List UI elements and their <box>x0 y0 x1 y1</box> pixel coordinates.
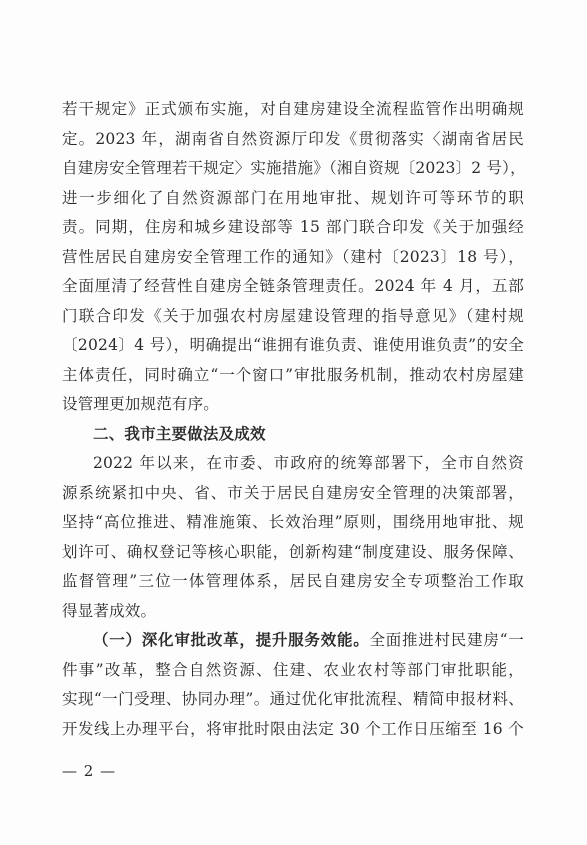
paragraph-line: 2022 年以来，在市委、市政府的统筹部署下，全市自然资 <box>93 454 524 472</box>
paragraph-line: 得显著成效。 <box>62 601 157 620</box>
paragraph-line: 营性居民自建房安全管理工作的通知》（建村〔2023〕18 号）， <box>62 247 524 266</box>
subsection-heading: （一）深化审批改革，提升服务效能。 <box>93 631 370 649</box>
paragraph-line: 监督管理”三位一体管理体系，居民自建房安全专项整治工作取 <box>62 572 524 590</box>
page-body <box>62 95 524 744</box>
paragraph-line <box>62 626 524 656</box>
paragraph-line: 全面厘清了经营性自建房全链条管理责任。2024 年 4 月，五部 <box>62 277 524 295</box>
paragraph-line: 进一步细化了自然资源部门在用地审批、规划许可等环节的职 <box>62 188 524 207</box>
paragraph-line: 坚持“高位推进、精准施策、长效治理”原则，围绕用地审批、规 <box>62 513 524 531</box>
page-number: — 2 — <box>62 762 117 780</box>
paragraph-text: 全面推进村民建房“一 <box>369 631 524 649</box>
paragraph-line: 主体责任，同时确立“一个窗口”审批服务机制，推动农村房屋建 <box>62 365 524 384</box>
paragraph-line: 〔2024〕4 号），明确提出“谁拥有谁负责、谁使用谁负责”的安全 <box>62 336 524 354</box>
paragraph-line: 件事”改革，整合自然资源、住建、农业农村等部门审批职能， <box>62 660 524 679</box>
paragraph-line: 实现“一门受理、协同办理”。通过优化审批流程、精简申报材料、 <box>62 690 524 708</box>
paragraph-line: 设管理更加规范有序。 <box>62 395 220 413</box>
paragraph-line: 门联合印发《关于加强农村房屋建设管理的指导意见》（建村规 <box>62 306 524 325</box>
paragraph-line: 若干规定》正式颁布实施，对自建房建设全流程监管作出明确规 <box>62 100 524 118</box>
paragraph-line: 定。2023 年，湖南省自然资源厅印发《贯彻落实〈湖南省居民 <box>62 129 524 148</box>
paragraph-line: 源系统紧扣中央、省、市关于居民自建房安全管理的决策部署， <box>62 483 524 502</box>
paragraph-line: 开发线上办理平台，将审批时限由法定 30 个工作日压缩至 16 个 <box>62 719 524 738</box>
section-heading: 二、我市主要做法及成效 <box>93 424 266 443</box>
paragraph-line: 自建房安全管理若干规定〉实施措施》（湘自资规〔2023〕2 号）， <box>62 159 526 177</box>
paragraph-line: 责。同期，住房和城乡建设部等 15 部门联合印发《关于加强经 <box>62 218 524 236</box>
paragraph-line: 划许可、确权登记等核心职能，创新构建“制度建设、服务保障、 <box>62 542 524 561</box>
